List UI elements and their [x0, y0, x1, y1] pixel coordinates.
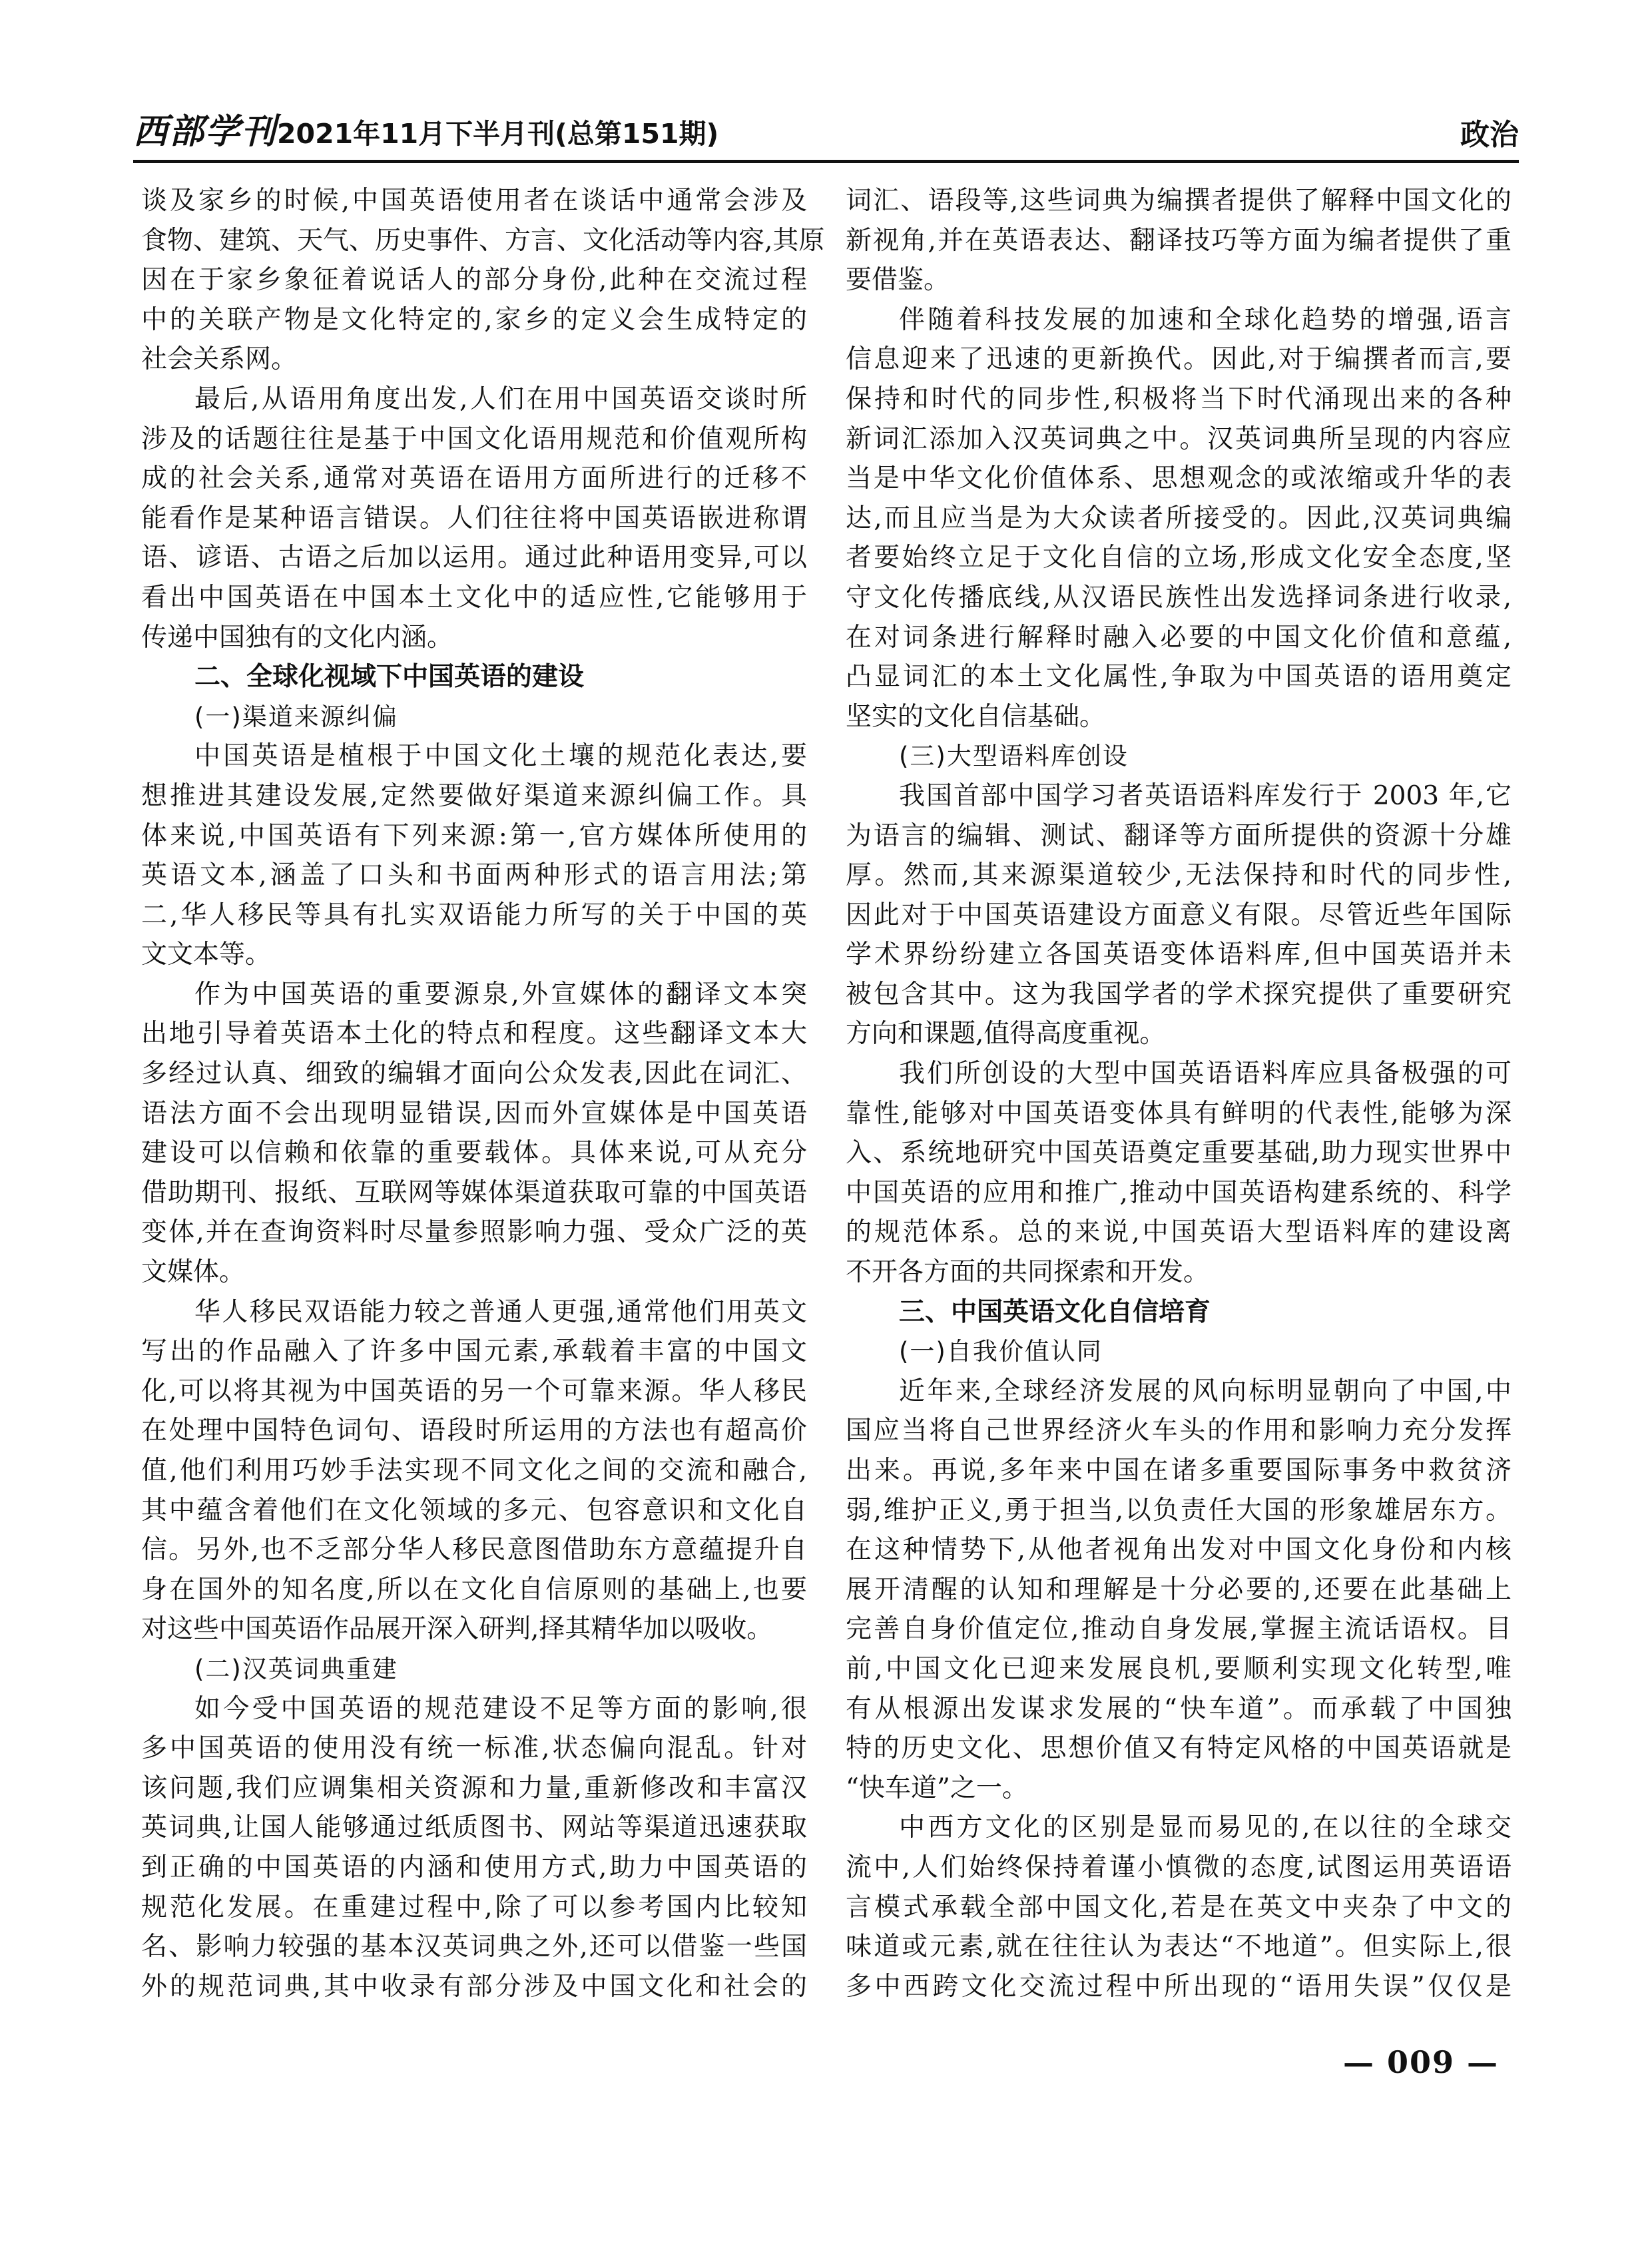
- text-line: 味道或元素,就在往往认为表达“不地道”。但实际上,很: [846, 1932, 1512, 1962]
- text-line: 建设可以信赖和依靠的重要载体。具体来说,可从充分: [141, 1138, 807, 1169]
- text-line: 为语言的编辑、测试、翻译等方面所提供的资源十分雄: [846, 820, 1512, 851]
- text-line: 看出中国英语在中国本土文化中的适应性,它能够用于: [141, 582, 807, 613]
- text-line: 规范化发展。在重建过程中,除了可以参考国内比较知: [141, 1892, 807, 1922]
- text-line: 对这些中国英语作品展开深入研判,择其精华加以吸收。: [141, 1614, 773, 1645]
- text-line: 体来说,中国英语有下列来源:第一,官方媒体所使用的: [141, 820, 807, 851]
- text-line: 完善自身价值定位,推动自身发展,掌握主流话语权。目: [846, 1614, 1512, 1645]
- text-line: 中西方文化的区别是显而易见的,在以往的全球交: [899, 1813, 1512, 1843]
- text-line: 华人移民双语能力较之普通人更强,通常他们用英文: [194, 1296, 807, 1327]
- text-line: 因在于家乡象征着说话人的部分身份,此种在交流过程: [141, 265, 807, 296]
- left-column: [141, 181, 825, 2006]
- text-line: 保持和时代的同步性,积极将当下时代涌现出来的各种: [846, 384, 1512, 414]
- text-line: 特的历史文化、思想价值又有特定风格的中国英语就是: [846, 1733, 1512, 1764]
- text-line: 我国首部中国学习者英语语料库发行于 2003 年,它: [899, 780, 1512, 811]
- text-line: 英词典,让国人能够通过纸质图书、网站等渠道迅速获取: [141, 1813, 807, 1843]
- text-line: 如今受中国英语的规范建设不足等方面的影响,很: [194, 1693, 807, 1724]
- text-line: 凸显词汇的本土文化属性,争取为中国英语的语用奠定: [846, 662, 1512, 693]
- text-line: 中国英语是植根于中国文化土壤的规范化表达,要: [194, 741, 807, 772]
- text-line: 成的社会关系,通常对英语在语用方面所进行的迁移不: [141, 463, 807, 494]
- text-line: 最后,从语用角度出发,人们在用中国英语交谈时所: [194, 384, 807, 414]
- text-line: 厚。然而,其来源渠道较少,无法保持和时代的同步性,: [846, 860, 1512, 891]
- text-line: 有从根源出发谋求发展的“快车道”。而承载了中国独: [846, 1693, 1512, 1724]
- text-line: 语法方面不会出现明显错误,因而外宣媒体是中国英语: [141, 1098, 807, 1129]
- text-line: 该问题,我们应调集相关资源和力量,重新修改和丰富汉: [141, 1773, 807, 1803]
- text-line: 在这种情势下,从他者视角出发对中国文化身份和内核: [846, 1535, 1512, 1565]
- text-line: 作为中国英语的重要源泉,外宣媒体的翻译文本突: [194, 979, 807, 1009]
- text-line: 方向和课题,值得高度重视。: [846, 1019, 1166, 1049]
- subsection-heading: (二)汉英词典重建: [194, 1654, 398, 1683]
- text-line: 文媒体。: [141, 1257, 246, 1288]
- text-line: 出地引导着英语本土化的特点和程度。这些翻译文本大: [141, 1019, 807, 1049]
- text-line: 语、谚语、古语之后加以运用。通过此种语用变异,可以: [141, 543, 807, 573]
- text-line: 近年来,全球经济发展的风向标明显朝向了中国,中: [899, 1376, 1512, 1406]
- text-line: 文文本等。: [141, 940, 272, 970]
- text-line: 新视角,并在英语表达、翻译技巧等方面为编者提供了重: [846, 225, 1512, 256]
- text-line: 国应当将自己世界经济火车头的作用和影响力充分发挥: [846, 1416, 1512, 1446]
- text-line: 涉及的话题往往是基于中国文化语用规范和价值观所构: [141, 423, 807, 454]
- text-line: 弱,维护正义,勇于担当,以负责任大国的形象雄居东方。: [846, 1495, 1512, 1526]
- journal-logo: 西部学刊: [133, 111, 278, 152]
- running-header: [133, 107, 1519, 163]
- text-line: 社会关系网。: [141, 344, 298, 375]
- text-line: 中国英语的应用和推广,推动中国英语构建系统的、科学: [846, 1177, 1512, 1208]
- text-line: 者要始终立足于文化自信的立场,形成文化安全态度,坚: [846, 543, 1512, 573]
- text-line: 在处理中国特色词句、语段时所运用的方法也有超高价: [141, 1416, 807, 1446]
- text-line: 达,而且应当是为大众读者所接受的。因此,汉英词典编: [846, 503, 1512, 533]
- text-line: 守文化传播底线,从汉语民族性出发选择词条进行收录,: [846, 582, 1512, 613]
- text-line: 因此对于中国英语建设方面意义有限。尽管近些年国际: [846, 900, 1512, 930]
- text-line: 多经过认真、细致的编辑才面向公众发表,因此在词汇、: [141, 1059, 807, 1089]
- text-line: 学术界纷纷建立各国英语变体语料库,但中国英语并未: [846, 940, 1512, 970]
- text-line: 靠性,能够对中国英语变体具有鲜明的代表性,能够为深: [846, 1098, 1512, 1129]
- text-line: 外的规范词典,其中收录有部分涉及中国文化和社会的: [141, 1971, 807, 2002]
- text-line: 我们所创设的大型中国英语语料库应具备极强的可: [899, 1059, 1512, 1089]
- text-line: 二,华人移民等具有扎实双语能力所写的关于中国的英: [141, 900, 807, 930]
- text-line: 的规范体系。总的来说,中国英语大型语料库的建设离: [846, 1217, 1512, 1248]
- text-line: 流中,人们始终保持着谨小慎微的态度,试图运用英语语: [846, 1852, 1512, 1882]
- text-line: 出来。再说,多年来中国在诸多重要国际事务中救贫济: [846, 1456, 1512, 1486]
- text-line: 词汇、语段等,这些词典为编撰者提供了解释中国文化的: [846, 186, 1512, 216]
- text-line: 言模式承载全部中国文化,若是在英文中夹杂了中文的: [846, 1892, 1512, 1922]
- text-line: 多中国英语的使用没有统一标准,状态偏向混乱。针对: [141, 1733, 807, 1764]
- text-line: 传递中国独有的文化内涵。: [141, 622, 453, 653]
- subsection-heading: (三)大型语料库创设: [899, 742, 1129, 771]
- text-line: 食物、建筑、天气、历史事件、方言、文化活动等内容,其原: [141, 225, 825, 256]
- text-line: 化,可以将其视为中国英语的另一个可靠来源。华人移民: [141, 1376, 807, 1406]
- subsection-heading: (一)渠道来源纠偏: [194, 702, 398, 731]
- section-label: 政治: [1460, 118, 1519, 152]
- page-number: — 009 —: [1342, 2044, 1499, 2080]
- text-line: 中的关联产物是文化特定的,家乡的定义会生成特定的: [141, 304, 807, 335]
- text-line: 展开清醒的认知和理解是十分必要的,还要在此基础上: [846, 1574, 1512, 1605]
- text-line: 身在国外的知名度,所以在文化自信原则的基础上,也要: [141, 1574, 807, 1605]
- text-line: 谈及家乡的时候,中国英语使用者在谈话中通常会涉及: [141, 186, 807, 216]
- text-line: 变体,并在查询资料时尽量参照影响力强、受众广泛的英: [141, 1217, 807, 1248]
- text-line: “快车道”之一。: [846, 1773, 1028, 1803]
- text-line: 要借鉴。: [846, 265, 950, 296]
- text-line: 信息迎来了迅速的更新换代。因此,对于编撰者而言,要: [846, 344, 1512, 375]
- text-line: 想推进其建设发展,定然要做好渠道来源纠偏工作。具: [141, 780, 807, 811]
- issue-info: 2021年11月下半月刊(总第151期): [277, 118, 719, 150]
- text-line: 到正确的中国英语的内涵和使用方式,助力中国英语的: [141, 1852, 807, 1882]
- header-left: [133, 103, 718, 153]
- text-line: 入、系统地研究中国英语奠定重要基础,助力现实世界中: [846, 1138, 1512, 1169]
- text-line: 不开各方面的共同探索和开发。: [846, 1257, 1210, 1288]
- text-line: 能看作是某种语言错误。人们往往将中国英语嵌进称谓: [141, 503, 807, 533]
- text-line: 名、影响力较强的基本汉英词典之外,还可以借鉴一些国: [141, 1932, 807, 1962]
- text-line: 新词汇添加入汉英词典之中。汉英词典所呈现的内容应: [846, 423, 1512, 454]
- text-line: 坚实的文化自信基础。: [846, 701, 1106, 732]
- text-line: 写出的作品融入了许多中国元素,承载着丰富的中国文: [141, 1336, 807, 1367]
- text-line: 值,他们利用巧妙手法实现不同文化之间的交流和融合,: [141, 1456, 807, 1486]
- right-column: [846, 181, 1512, 2006]
- section-heading: 二、全球化视域下中国英语的建设: [194, 662, 585, 693]
- text-line: 伴随着科技发展的加速和全球化趋势的增强,语言: [899, 304, 1512, 335]
- section-heading: 三、中国英语文化自信培育: [899, 1296, 1211, 1327]
- text-line: 多中西跨文化交流过程中所出现的“语用失误”仅仅是: [846, 1971, 1512, 2002]
- text-line: 在对词条进行解释时融入必要的中国文化价值和意蕴,: [846, 622, 1512, 653]
- text-line: 英语文本,涵盖了口头和书面两种形式的语言用法;第: [141, 860, 807, 891]
- text-line: 当是中华文化价值体系、思想观念的或浓缩或升华的表: [846, 463, 1512, 494]
- text-line: 信。另外,也不乏部分华人移民意图借助东方意蕴提升自: [141, 1535, 807, 1565]
- text-line: 被包含其中。这为我国学者的学术探究提供了重要研究: [846, 979, 1512, 1009]
- text-line: 前,中国文化已迎来发展良机,要顺利实现文化转型,唯: [846, 1653, 1512, 1684]
- text-line: 借助期刊、报纸、互联网等媒体渠道获取可靠的中国英语: [141, 1177, 807, 1208]
- text-line: 其中蕴含着他们在文化领域的多元、包容意识和文化自: [141, 1495, 807, 1526]
- subsection-heading: (一)自我价值认同: [899, 1337, 1103, 1366]
